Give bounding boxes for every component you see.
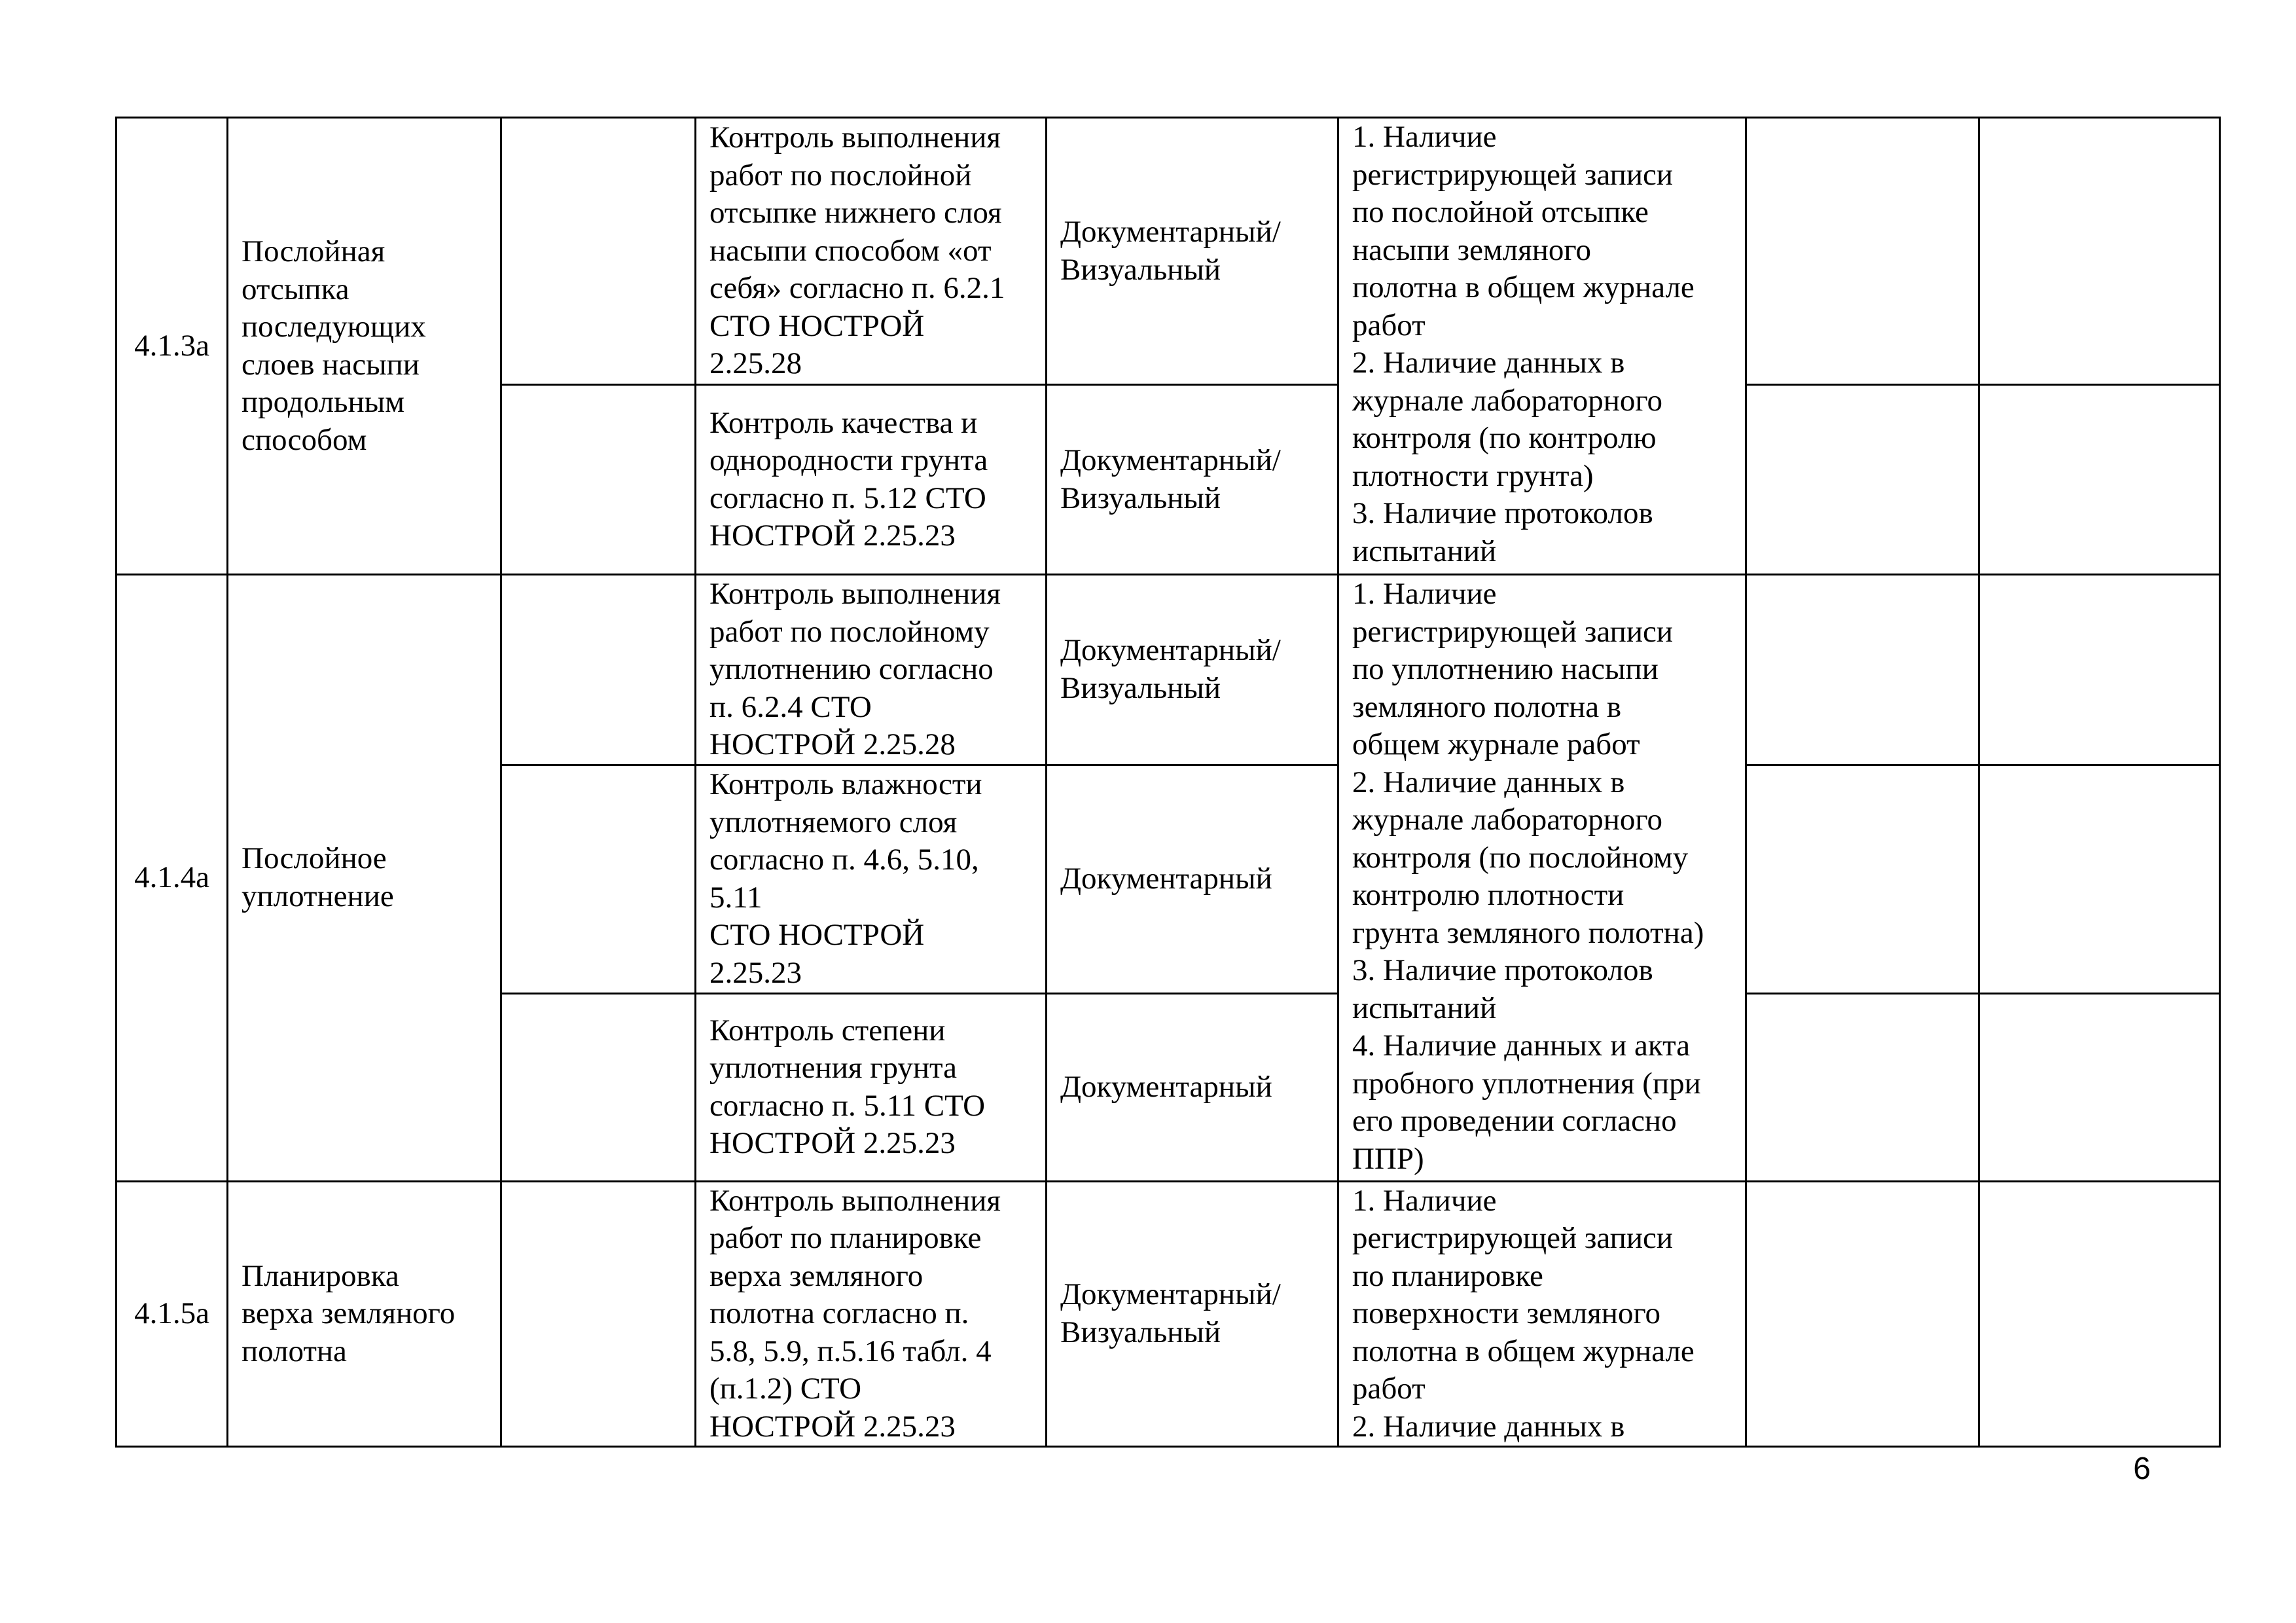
control-description: Контроль выполнения работ по планировке верха земляного полотна согласно п. 5.8, 5.9, п.5.16 табл. 4 (п.1.2) СТО НОСТРОЙ 2.25.23 (696, 1181, 1047, 1447)
empty-cell (1746, 1181, 1979, 1447)
table-row (117, 1181, 2220, 1447)
item-name: Послойная отсыпка последующих слоев насыпи продольным способом (228, 118, 501, 575)
requirements: 1. Наличие регистрирующей записи по планировке поверхности земляного полотна в общем журнале работ 2. Наличие данных в (1338, 1181, 1746, 1447)
empty-cell (1979, 575, 2220, 765)
control-method: Документарный (1047, 993, 1338, 1181)
empty-cell (501, 575, 696, 765)
empty-cell (501, 993, 696, 1181)
empty-cell (1979, 993, 2220, 1181)
control-method: Документарный/ Визуальный (1047, 1181, 1338, 1447)
item-number: 4.1.3а (117, 118, 228, 575)
table-row (117, 575, 2220, 765)
empty-cell (1979, 765, 2220, 993)
empty-cell (501, 118, 696, 385)
empty-cell (1746, 765, 1979, 993)
item-number: 4.1.4а (117, 575, 228, 1182)
control-method: Документарный (1047, 765, 1338, 993)
table-row (117, 118, 2220, 385)
requirements: 1. Наличие регистрирующей записи по уплотнению насыпи земляного полотна в общем журнале работ 2. Наличие данных в журнале лабораторного контроля (по послойному контролю плотности грунта земляного полотна) 3. Наличие протоколов испытаний 4. Наличие данных и акта пробного уплотнения (при его проведении согласно ППР) (1338, 575, 1746, 1182)
empty-cell (501, 765, 696, 993)
empty-cell (1979, 1181, 2220, 1447)
requirements: 1. Наличие регистрирующей записи по послойной отсыпке насыпи земляного полотна в общем журнале работ 2. Наличие данных в журнале лабораторного контроля (по контролю плотности грунта) 3. Наличие протоколов испытаний (1338, 118, 1746, 575)
control-method: Документарный/ Визуальный (1047, 118, 1338, 385)
empty-cell (1979, 118, 2220, 385)
item-number: 4.1.5а (117, 1181, 228, 1447)
empty-cell (1746, 993, 1979, 1181)
control-description: Контроль выполнения работ по послойной отсыпке нижнего слоя насыпи способом «от себя» согласно п. 6.2.1 СТО НОСТРОЙ 2.25.28 (696, 118, 1047, 385)
control-description: Контроль выполнения работ по послойному уплотнению согласно п. 6.2.4 СТО НОСТРОЙ 2.25.28 (696, 575, 1047, 765)
item-name: Послойное уплотнение (228, 575, 501, 1182)
control-method: Документарный/ Визуальный (1047, 575, 1338, 765)
empty-cell (1746, 575, 1979, 765)
control-method: Документарный/ Визуальный (1047, 385, 1338, 575)
empty-cell (501, 385, 696, 575)
item-name: Планировка верха земляного полотна (228, 1181, 501, 1447)
control-description: Контроль влажности уплотняемого слоя согласно п. 4.6, 5.10, 5.11 СТО НОСТРОЙ 2.25.23 (696, 765, 1047, 993)
control-description: Контроль качества и однородности грунта согласно п. 5.12 СТО НОСТРОЙ 2.25.23 (696, 385, 1047, 575)
empty-cell (1979, 385, 2220, 575)
control-table (115, 117, 2221, 1448)
empty-cell (1746, 118, 1979, 385)
page-number: 6 (2133, 1451, 2151, 1486)
empty-cell (1746, 385, 1979, 575)
control-description: Контроль степени уплотнения грунта согласно п. 5.11 СТО НОСТРОЙ 2.25.23 (696, 993, 1047, 1181)
empty-cell (501, 1181, 696, 1447)
